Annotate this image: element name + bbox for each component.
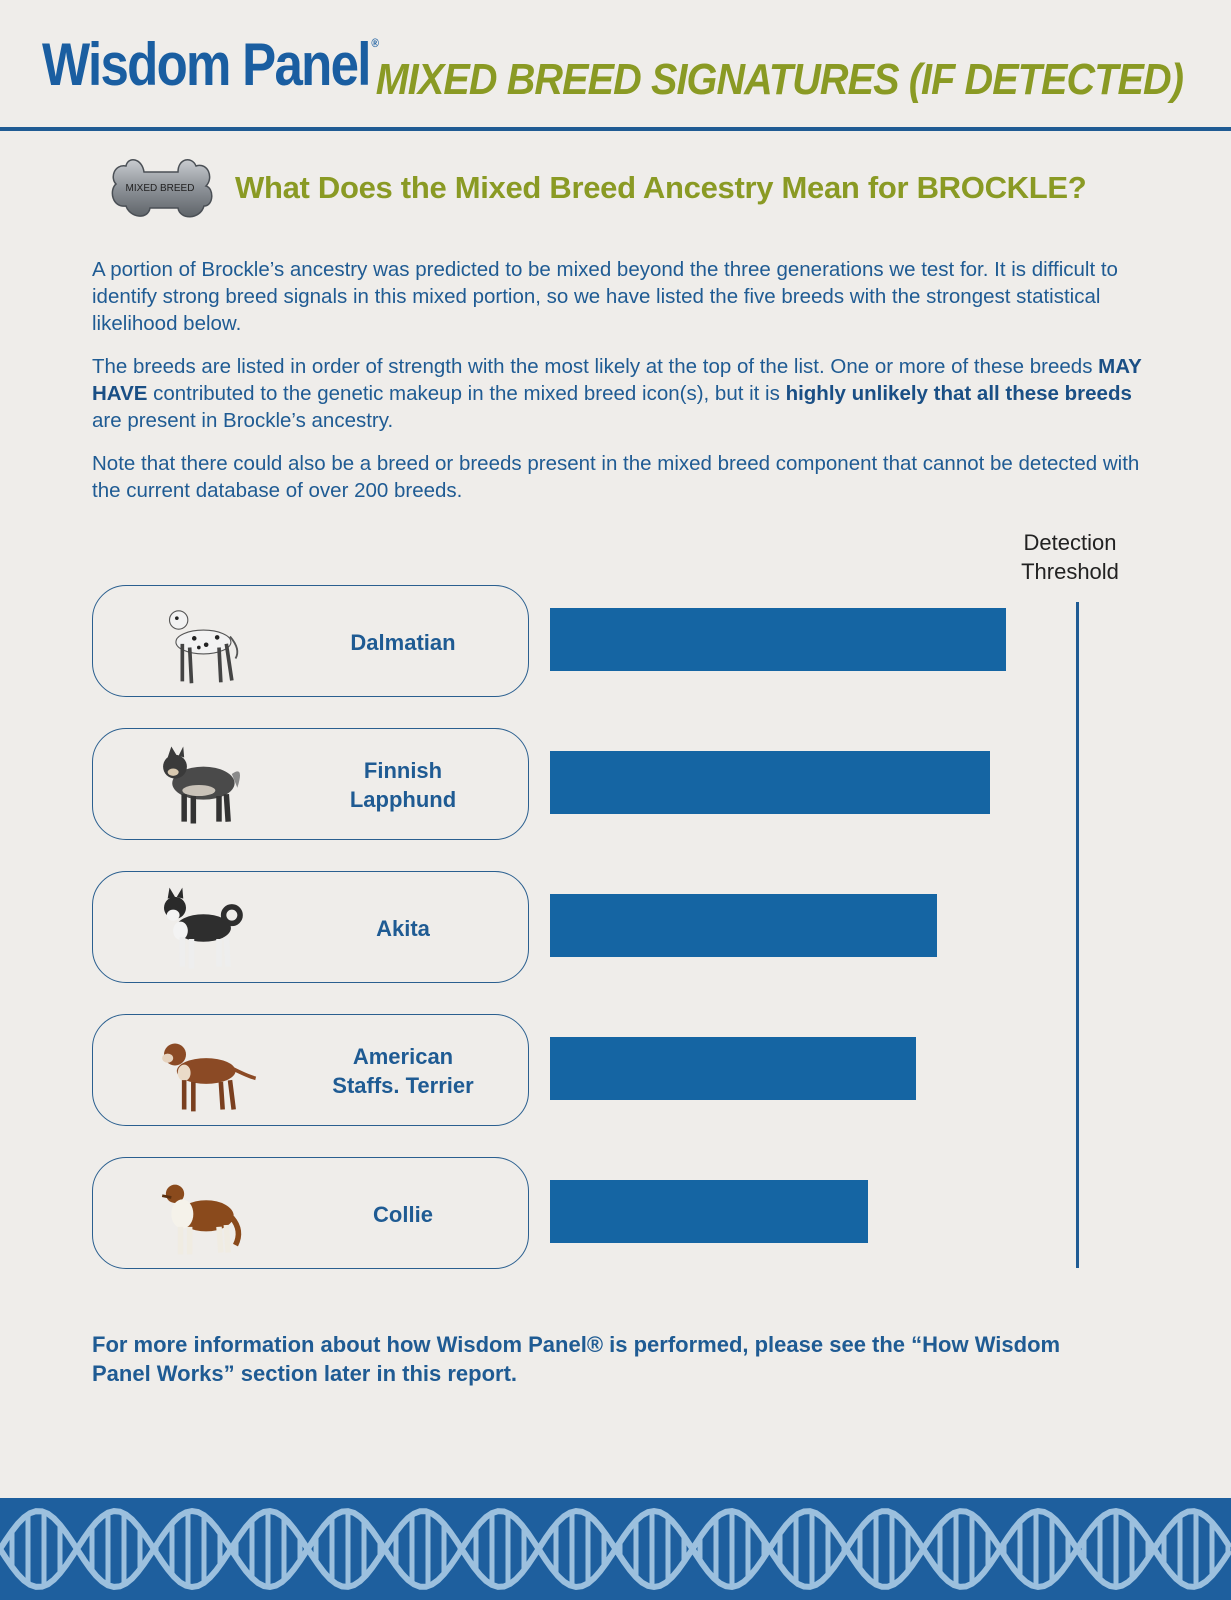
breed-signal-bar: [550, 1037, 916, 1100]
logo-text: Wisdom Panel: [42, 31, 370, 98]
breed-name-label: Finnish Lapphund: [349, 758, 457, 812]
detection-threshold-label: Detection Threshold: [1021, 530, 1119, 584]
breed-row: [92, 871, 1092, 983]
mixed-breed-bone-tag-icon: [108, 152, 214, 224]
breed-name-label: Dalmatian: [350, 629, 456, 655]
breed-signal-bar: [550, 894, 937, 957]
page-header: [0, 0, 1231, 130]
breed-name-label: Akita: [376, 915, 430, 941]
breed-card: [92, 1157, 529, 1269]
breed-card: [92, 585, 529, 697]
intro-paragraph-1: A portion of Brockle’s ancestry was predicted to be mixed beyond the three generations we test for. It is difficult to identify strong breed signals in this mixed portion, so we have listed the five breeds with the strongest statistical likelihood below.: [92, 258, 1118, 335]
american-staffs-terrier-icon: [153, 1019, 263, 1123]
finnish-lapphund-icon: [153, 733, 263, 837]
breed-name-label: American Staffs. Terrier: [332, 1044, 474, 1098]
breed-card: [92, 728, 529, 840]
breed-row: [92, 585, 1092, 697]
breed-name-label: Collie: [373, 1201, 433, 1227]
breed-signal-bar: [550, 1180, 868, 1243]
breed-signal-bar: [550, 751, 990, 814]
wisdom-panel-logo: [42, 30, 379, 99]
breed-row: [92, 1157, 1092, 1269]
akita-icon: [153, 876, 263, 980]
dna-band-decoration: [0, 1498, 1231, 1600]
badge-text: MIXED BREED: [125, 183, 195, 194]
page-title: MIXED BREED SIGNATURES (IF DETECTED): [375, 55, 1183, 104]
intro-paragraph-3: Note that there could also be a breed or breeds present in the mixed breed component that cannot be detected with the current database of over 200 breeds.: [92, 452, 1140, 502]
breed-card: [92, 871, 529, 983]
breed-signal-bar: [550, 608, 1006, 671]
breed-row: [92, 1014, 1092, 1126]
breed-row: [92, 728, 1092, 840]
footer-note: For more information about how Wisdom Panel® is performed, please see the “How Wisdom Panel Works” section later in this report.: [92, 1332, 1061, 1386]
header-divider: [0, 127, 1231, 131]
intro-text: [92, 256, 1142, 520]
section-title: What Does the Mixed Breed Ancestry Mean for BROCKLE?: [235, 170, 1087, 205]
collie-icon: [153, 1162, 263, 1266]
dalmatian-icon: [153, 590, 263, 694]
breed-card: [92, 1014, 529, 1126]
registered-mark: ®: [371, 36, 379, 50]
intro-paragraph-2: The breeds are listed in order of strength with the most likely at the top of the list. One or more of these breeds MAY HAVE contributed to the genetic makeup in the mixed breed icon(s), but it is highly unlikely that all these breeds are present in Brockle’s ancestry.: [92, 355, 1142, 432]
